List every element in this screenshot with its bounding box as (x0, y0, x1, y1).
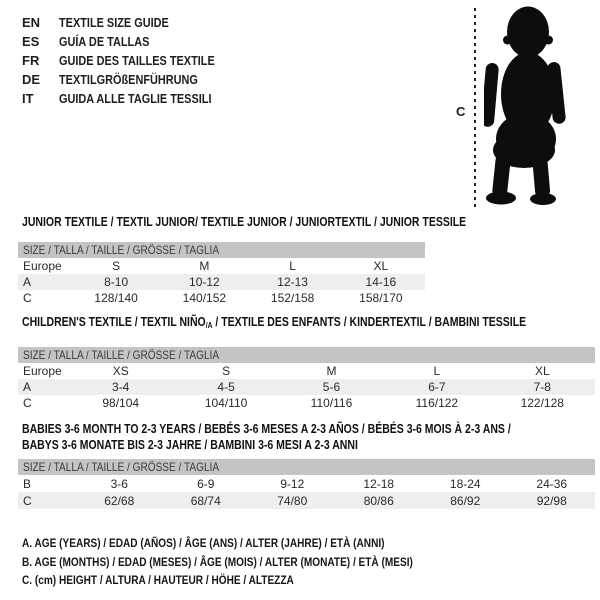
baby-silhouette-icon (484, 6, 572, 206)
language-row (22, 70, 244, 89)
cell: 92/98 (509, 492, 596, 509)
language-label: GUIDE DES TAILLES TEXTILE (59, 53, 215, 68)
row-label: Europe (23, 259, 62, 273)
table-header-row (18, 242, 425, 258)
footnote-a (22, 536, 487, 555)
size-table-children (18, 347, 595, 411)
cell: 12-18 (363, 476, 395, 491)
table-row-age-months (18, 475, 595, 492)
section-title-junior-text: JUNIOR TEXTILE / TEXTIL JUNIOR/ TEXTILE JUNIOR / JUNIORTEXTIL / JUNIOR TESSILE (22, 215, 467, 229)
cell: 110/116 (310, 396, 353, 410)
cell: XS (112, 364, 129, 378)
cell: M (326, 364, 337, 378)
cell: M (199, 259, 210, 273)
footnote-b (22, 555, 487, 574)
table-header-row (18, 347, 595, 363)
language-row (22, 51, 244, 70)
language-label: GUÍA DE TALLAS (59, 34, 150, 49)
title-post: / TEXTILE DES ENFANTS / KINDERTEXTIL / BAMBINI TESSILE (212, 315, 527, 329)
cell: 104/110 (204, 396, 248, 410)
footnote-legend (22, 536, 487, 592)
cell: 98/104 (102, 396, 140, 410)
section-title-babies (22, 421, 600, 453)
cell: L (433, 364, 441, 378)
language-row (22, 13, 244, 32)
language-code: ES (22, 34, 40, 49)
cell: 122/128 (520, 396, 564, 410)
cell: S (222, 364, 231, 378)
row-label: B (23, 476, 32, 491)
cell: 3-4 (68, 379, 173, 395)
language-row (22, 32, 244, 51)
cell: 3-6 (110, 476, 128, 491)
row-label: A (18, 274, 72, 290)
cell: 6-7 (384, 379, 489, 395)
language-label: TEXTILGRÖßENFÜHRUNG (59, 72, 198, 87)
size-header-bar (18, 347, 595, 363)
size-header-text: SIZE / TALLA / TAILLE / GRÖSSE / TAGLIA (23, 243, 220, 257)
table-row-height (18, 492, 595, 509)
footnote-b-text: B. AGE (MONTHS) / EDAD (MESES) / ÂGE (MOIS) / ALTER (MONATE) / ETÀ (MESI) (22, 554, 413, 569)
cell: 9-12 (280, 476, 305, 491)
size-header-text: SIZE / TALLA / TAILLE / GRÖSSE / TAGLIA (23, 460, 220, 474)
row-label: Europe (23, 364, 62, 378)
row-label: C (23, 396, 32, 410)
cell: 152/158 (270, 291, 315, 305)
section-title-babies-line2: BABYS 3-6 MONATE BIS 2-3 JAHRE / BAMBINI 3-6 MESI A 2-3 ANNI (22, 438, 358, 452)
cell: 10-12 (160, 274, 248, 290)
language-code: EN (22, 15, 41, 30)
row-label: A (18, 379, 68, 395)
size-header-bar (18, 459, 595, 475)
table-row-age (18, 379, 595, 395)
table-row-height (18, 395, 595, 411)
cell: XL (373, 259, 389, 273)
footnote-c-text: C. (cm) HEIGHT / ALTURA / HAUTEUR / HÖHE / ALTEZZA (22, 573, 294, 587)
language-label: GUIDA ALLE TAGLIE TESSILI (59, 91, 212, 106)
cell: 4-5 (173, 379, 278, 395)
language-title-list (22, 13, 244, 108)
table-row-europe (18, 363, 595, 379)
cell: 80/86 (336, 492, 423, 509)
language-code: FR (22, 53, 40, 68)
cell: 24-36 (536, 476, 568, 491)
table-row-europe (18, 258, 425, 274)
cell: 158/170 (359, 291, 403, 305)
footnote-c (22, 573, 487, 592)
table-header-row (18, 459, 595, 475)
size-table-babies (18, 459, 595, 509)
language-code: IT (22, 91, 34, 106)
cell: 86/92 (422, 492, 509, 509)
cell: 68/74 (163, 492, 250, 509)
cell: 116/122 (415, 396, 459, 410)
language-label: TEXTILE SIZE GUIDE (59, 15, 169, 30)
cell: 128/140 (94, 291, 138, 305)
language-row (22, 89, 244, 108)
cell: 7-8 (490, 379, 595, 395)
cell: S (112, 259, 121, 273)
size-table-junior (18, 242, 425, 306)
section-title-junior (22, 214, 551, 230)
cell: 12-13 (249, 274, 337, 290)
height-measure-dotted-line (474, 8, 476, 210)
cell: XL (534, 364, 550, 378)
cell: 14-16 (337, 274, 425, 290)
language-code: DE (22, 72, 41, 87)
section-title-children-text (22, 314, 526, 334)
row-label: C (18, 492, 76, 509)
cell: 8-10 (72, 274, 160, 290)
cell: 18-24 (449, 476, 481, 491)
size-header-text: SIZE / TALLA / TAILLE / GRÖSSE / TAGLIA (23, 348, 220, 362)
cell: 62/68 (76, 492, 163, 509)
cell: 74/80 (249, 492, 336, 509)
height-measure-label: C (456, 104, 466, 119)
title-pre: CHILDREN'S TEXTILE / TEXTIL NIÑO (22, 315, 206, 329)
table-row-height (18, 290, 425, 306)
table-row-age (18, 274, 425, 290)
cell: 140/152 (182, 291, 227, 305)
title-subscript: /A (205, 321, 213, 330)
section-title-children (22, 314, 600, 334)
cell: 5-6 (279, 379, 384, 395)
cell: L (289, 259, 296, 273)
size-header-bar (18, 242, 425, 258)
section-title-babies-line1: BABIES 3-6 MONTH TO 2-3 YEARS / BEBÉS 3-6 MESES A 2-3 AÑOS / BÉBÉS 3-6 MOIS À 2-3 ANS / (22, 422, 511, 436)
row-label: C (23, 291, 32, 305)
footnote-a-text: A. AGE (YEARS) / EDAD (AÑOS) / ÂGE (ANS) / ALTER (JAHRE) / ETÀ (ANNI) (22, 536, 385, 550)
cell: 6-9 (197, 476, 215, 491)
